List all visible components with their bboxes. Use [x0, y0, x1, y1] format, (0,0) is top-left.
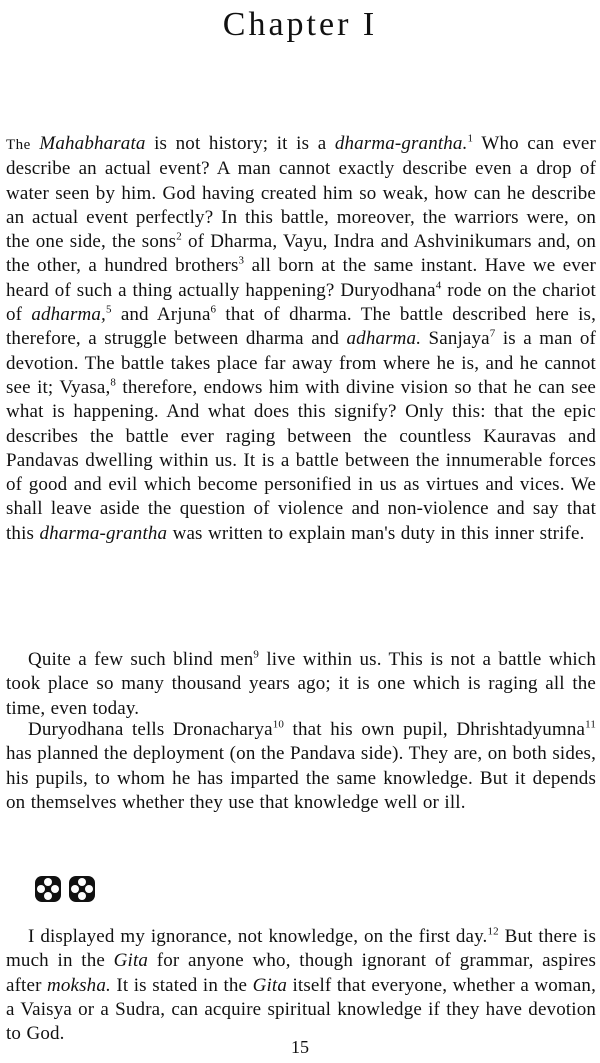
section-break-ornament	[34, 875, 96, 903]
italic-term: moksha.	[47, 974, 111, 996]
text-span: rode on the chariot of	[6, 279, 596, 326]
footnote-marker: 5	[105, 303, 112, 316]
italic-term: Gita	[113, 950, 149, 972]
footnote-marker: 2	[176, 230, 182, 243]
text-span: live within us. This is not a battle which took place so many thousand years ago; it is one which is raging all the time, even today.	[6, 649, 597, 719]
italic-term: dharma-grantha.	[334, 133, 468, 154]
paragraph-4	[6, 925, 596, 1046]
flower-ornament-icon	[34, 875, 62, 903]
text-span: for anyone who, though ignorant of grammar, aspires after	[6, 950, 596, 996]
text-span: and Arjuna	[111, 304, 211, 326]
text-span: therefore, endows him with divine vision so that he can see what is happening. And what does this signify? Only this: that the epic describes the battle ever raging between the countless Kauravas and Pandavas dwelling within us. It is a battle between the innumerable forces of good and evil which become personified in us as virtues and vices. We shall leave aside the question of violence and non-violence and say that this	[6, 376, 596, 544]
italic-term: adharma.	[346, 328, 422, 350]
italic-term: dharma-grantha	[39, 522, 168, 544]
footnote-marker: 11	[585, 718, 596, 731]
text-span: of Dharma, Vayu, Indra and Ashvinikumars and, on the other, a hundred brothers	[6, 231, 596, 277]
text-span: has planned the deployment (on the Pandava side). They are, on both sides, his pupils, to whom he has imparted the same knowledge. But it depends on themselves whether they use that knowledge well or ill.	[6, 743, 596, 813]
paragraph-2	[6, 648, 596, 721]
text-span: But there is much in the	[6, 926, 596, 972]
italic-term: Mahabharata	[39, 133, 146, 154]
text-span: I displayed my ignorance, not knowledge, on the first day.	[28, 926, 488, 947]
footnote-marker: 7	[489, 328, 496, 341]
text-span: Quite a few such blind men	[28, 649, 254, 670]
text-span: all born at the same instant. Have we ever heard of such a thing actually happening? Duryodhana	[6, 255, 596, 301]
italic-term: Gita	[252, 974, 287, 996]
text-span: The	[6, 137, 31, 153]
footnote-marker: 8	[110, 376, 117, 389]
text-span: Who can ever describe an actual event? A man cannot exactly describe even a drop of water seen by him. God having created him so weak, how can he describe an actual event perfectly? In this battle, moreover, the warriors were, on the one side, the sons	[6, 133, 596, 253]
text-span: that his own pupil, Dhrishtadyumna	[284, 719, 586, 740]
footnote-marker: 4	[435, 279, 442, 292]
text-span: was written to explain man's duty in this inner strife.	[167, 522, 585, 544]
text-span: Duryodhana tells Dronacharya	[28, 719, 273, 740]
text-span: It is stated in the	[110, 974, 253, 996]
flower-ornament-icon	[68, 875, 96, 903]
footnote-marker: 1	[467, 132, 474, 145]
italic-term: adharma,	[31, 304, 106, 326]
footnote-marker: 6	[210, 303, 217, 316]
footnote-marker: 10	[272, 718, 284, 731]
footnote-marker: 12	[487, 925, 499, 938]
text-span: that of dharma. The battle described here is, therefore, a struggle between dharma and	[6, 304, 596, 350]
paragraph-3	[6, 718, 596, 815]
footnote-marker: 3	[238, 255, 245, 268]
text-span: is not history; it is a	[145, 133, 335, 154]
text-span: itself that everyone, whether a woman, a Vaisya or a Sudra, can acquire spiritual knowledge if they have devotion to God.	[6, 974, 596, 1045]
chapter-title: Chapter I	[222, 6, 378, 43]
page-number: 15	[291, 1037, 309, 1057]
text-span: Sanjaya	[421, 328, 490, 350]
paragraph-1	[6, 132, 596, 546]
text-span: is a man of devotion. The battle takes place far away from where he is, and he cannot see it; Vyasa,	[6, 328, 596, 398]
footnote-marker: 9	[253, 648, 260, 661]
